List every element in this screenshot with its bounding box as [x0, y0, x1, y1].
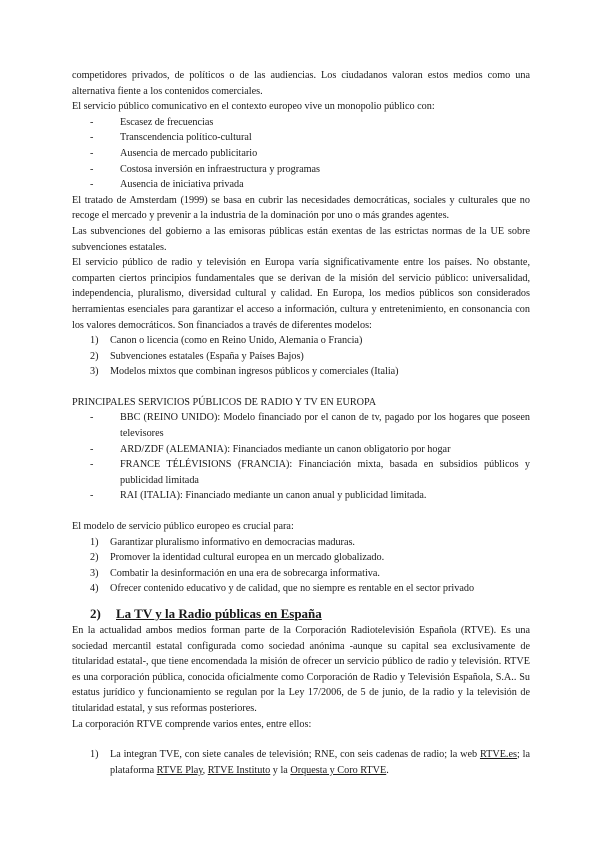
- model-list: [72, 535, 530, 597]
- entes-item: 1) La integran TVE, con siete canales de televisión; RNE, con seis cadenas de radio; la web RTVE.es; la plataforma RTVE Play, RTVE Instituto y la Orquesta y Coro RTVE.: [90, 749, 530, 776]
- list-item: - BBC (REINO UNIDO): Modelo financiado por el canon de tv, pagado por los hogares que poseen televisores: [90, 410, 530, 441]
- list-item: - Transcendencia político-cultural: [90, 130, 530, 146]
- list-item: 4) Ofrecer contenido educativo y de calidad, que no siempre es rentable en el sector privado: [90, 583, 475, 595]
- subsidies-paragraph: Las subvenciones del gobierno a las emisoras públicas están exentas de las estrictas normas de la UE sobre subvenciones estatales.: [72, 225, 530, 253]
- monopoly-list: [72, 115, 530, 193]
- list-item: - FRANCE TÉLÉVISIONS (FRANCIA): Financiación mixta, basada en subsidios públicos y publicidad limitada: [90, 457, 530, 488]
- section-number: 2): [90, 606, 101, 621]
- spacer: [72, 597, 530, 605]
- entes-number: 1): [90, 749, 99, 761]
- list-item: 3) Combatir la desinformación en una era de sobrecarga informativa.: [90, 567, 380, 579]
- rtve-play-link[interactable]: RTVE Play: [156, 764, 203, 776]
- list-item: 2) Subvenciones estatales (España y Países Bajos): [90, 350, 304, 362]
- list-item: - Costosa inversión en infraestructura y programas: [90, 162, 530, 178]
- model-intro: El modelo de servicio público europeo es crucial para:: [72, 521, 294, 533]
- funding-models-list: [72, 333, 530, 380]
- spacer: [72, 732, 530, 747]
- principales-heading: PRINCIPALES SERVICIOS PÚBLICOS DE RADIO Y TV EN EUROPA: [72, 396, 377, 408]
- europe-service-paragraph: El servicio público de radio y televisión en Europa varía significativamente entre los países. No obstante, comparten ciertos principios fundamentales que se derivan de la misión del servicio público: universalidad, independencia, pluralismo, diversidad cultural y calidad. En Europa, los medios públicos son considerados herramientas esenciales para garantizar el acceso a información, cultura y entretenimiento, en consonancia con los valores democráticos. Son financiados a través de diferentes modelos:: [72, 257, 530, 331]
- list-item: - Ausencia de iniciativa privada: [90, 177, 530, 193]
- monopoly-intro: El servicio público comunicativo en el contexto europeo vive un monopolio público con:: [72, 101, 435, 113]
- list-item: - ARD/ZDF (ALEMANIA): Financiados mediante un canon obligatorio por hogar: [90, 442, 530, 458]
- list-item: 3) Modelos mixtos que combinan ingresos públicos y comerciales (Italia): [90, 366, 399, 378]
- rtve-instituto-link[interactable]: RTVE Instituto: [207, 764, 271, 776]
- rtve-paragraph: En la actualidad ambos medios forman parte de la Corporación Radiotelevisión Española (RTVE). Es una sociedad mercantil estatal configurada como sociedad anónima -aunque su capital sea exclusivamente de titularidad estatal-, que tiene encomendada la misión de ofrecer un servicio público de radio y televisión. RTVE es una corporación pública, conocida oficialmente como Corporación de Radio y Televisión Española, S.A.. Su estatus jurídico y funcionamiento se regulan por la Ley 17/2006, de 5 de junio, de la radio y la televisión de titularidad estatal, y sus reformas posteriores.: [72, 625, 530, 714]
- list-item: - RAI (ITALIA): Financiado mediante un canon anual y publicidad limitada.: [90, 488, 530, 504]
- list-item: 1) Canon o licencia (como en Reino Unido, Alemania o Francia): [90, 335, 363, 347]
- list-item: 2) Promover la identidad cultural europea en un mercado globalizado.: [90, 552, 385, 564]
- list-item: - Escasez de frecuencias: [90, 115, 530, 131]
- list-item: - Ausencia de mercado publicitario: [90, 146, 530, 162]
- section-heading: [72, 605, 530, 623]
- intro-paragraph: competidores privados, de políticos o de las audiencias. Los ciudadanos valoran estos medios como una alternativa fiente a los contenidos comerciales.: [72, 70, 530, 97]
- rtve-entes-intro: La corporación RTVE comprende varios entes, entre ellos:: [72, 718, 312, 730]
- list-item: 1) Garantizar pluralismo informativo en democracias maduras.: [90, 536, 355, 548]
- orquesta-coro-link[interactable]: Orquesta y Coro RTVE: [290, 764, 387, 776]
- rtve-es-link[interactable]: RTVE.es: [479, 749, 517, 761]
- spacer: [72, 504, 530, 519]
- spacer: [72, 380, 530, 395]
- amsterdam-paragraph: El tratado de Amsterdam (1999) se basa en cubrir las necesidades democráticas, sociales y culturales que no recoge el mercado y prevenir a la industria de la dominación por uno o más grandes agentes.: [72, 194, 530, 222]
- document-page: [72, 68, 530, 778]
- principales-list: [72, 410, 530, 504]
- section-title: La TV y la Radio públicas en España: [116, 606, 322, 621]
